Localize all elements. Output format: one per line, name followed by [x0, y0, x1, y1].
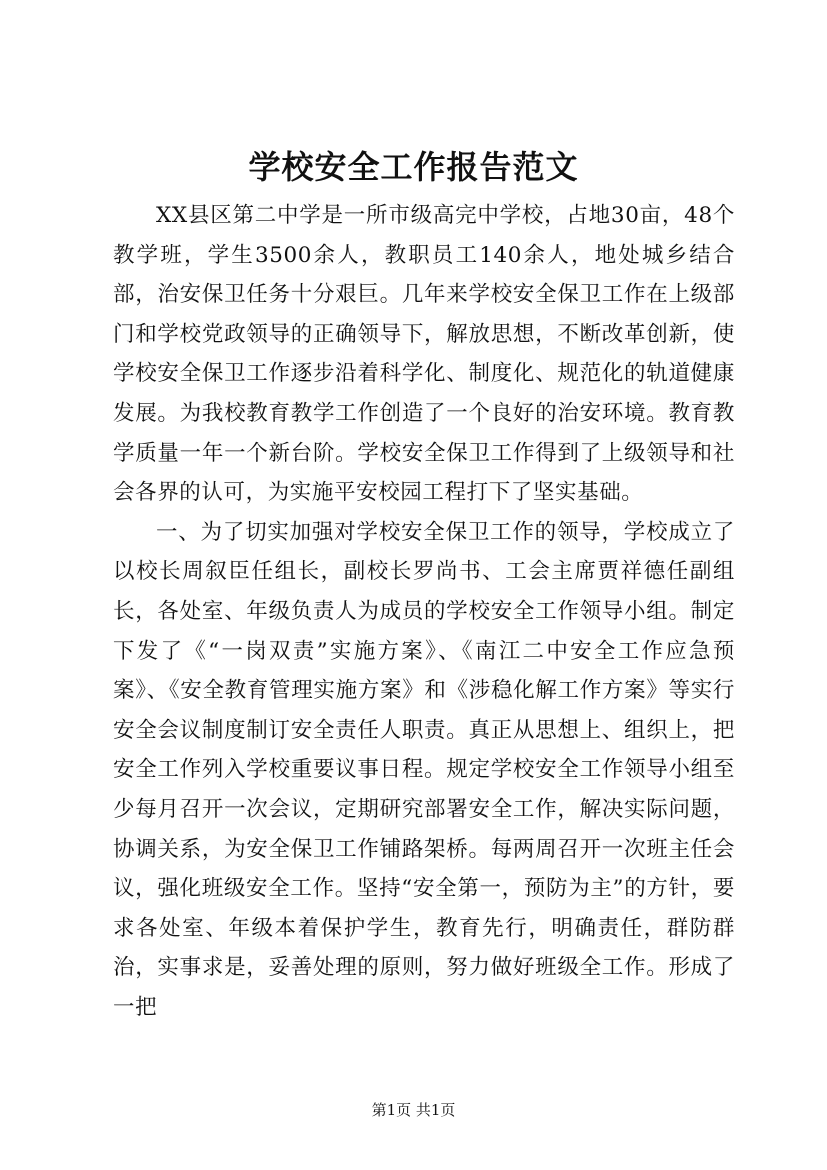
page-number-footer: 第1页 共1页 — [371, 1101, 456, 1119]
paragraph-1: XX县区第二中学是一所市级高完中学校，占地30亩，48个教学班，学生3500余人，教职员工140余人，地处城乡结合部，治安保卫任务十分艰巨。几年来学校安全保卫工作在上级部门和学校党政领导的正确领导下，解放思想，不断改革创新，使学校安全保卫工作逐步沿着科学化、制度化、规范化的轨道健康发展。为我校教育教学工作创造了一个良好的治安环境。教育教学质量一年一个新台阶。学校安全保卫工作得到了上级领导和社会各界的认可，为实施平安校园工程打下了坚实基础。 — [113, 203, 735, 506]
document-title: 学校安全工作报告范文 — [248, 148, 579, 186]
document-body — [113, 196, 735, 1027]
paragraph-2: 一、为了切实加强对学校安全保卫工作的领导，学校成立了以校长周叙臣任组长，副校长罗尚书、工会主席贾祥德任副组长，各处室、年级负责人为成员的学校安全工作领导小组。制定下发了《“一岗双责”实施方案》、《南江二中安全工作应急预案》、《安全教育管理实施方案》和《涉稳化解工作方案》等实行安全会议制度制订安全责任人职责。真正从思想上、组织上，把安全工作列入学校重要议事日程。规定学校安全工作领导小组至少每月召开一次会议，定期研究部署安全工作，解决实际问题，协调关系，为安全保卫工作铺路架桥。每两周召开一次班主任会议，强化班级安全工作。坚持“安全第一，预防为主”的方针，要求各处室、年级本着保护学生，教育先行，明确责任，群防群治，实事求是，妥善处理的原则，努力做好班级全工作。形成了一把 — [113, 519, 735, 1020]
